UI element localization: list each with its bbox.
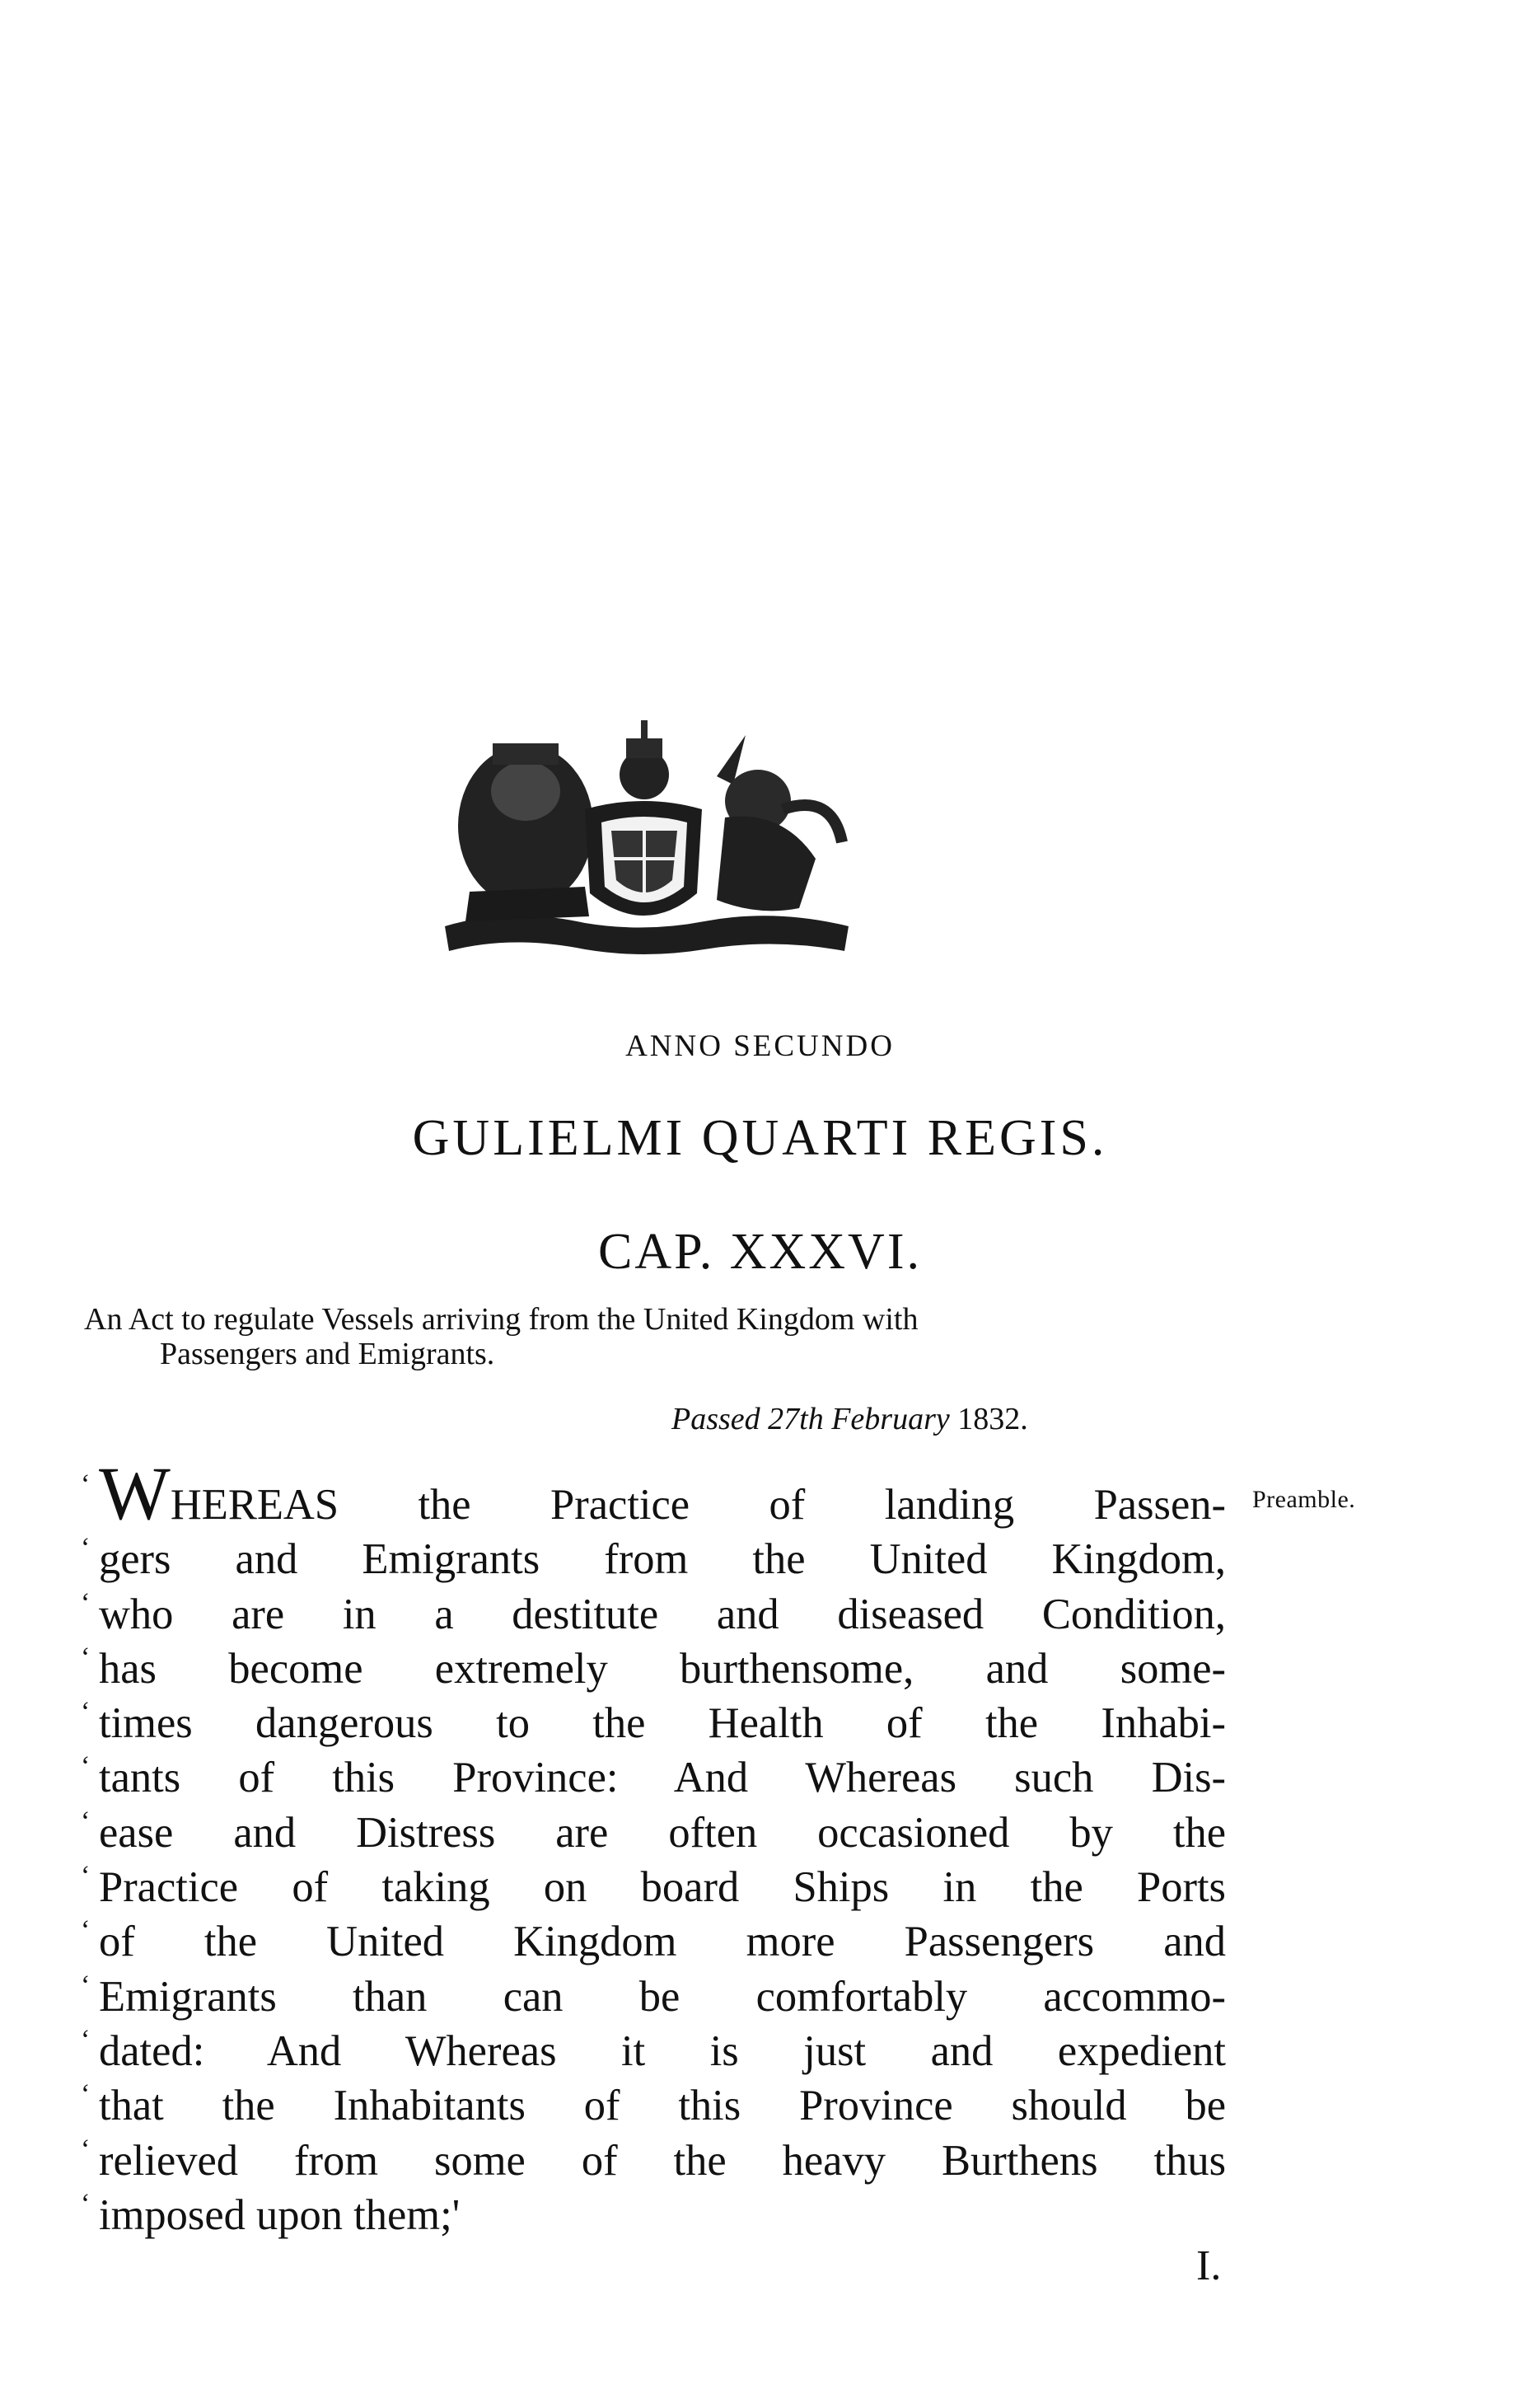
preamble-line: ‘ times dangerous to the Health of the Inhabi- [81,1697,1226,1748]
regis-heading: GULIELMI QUARTI REGIS. [412,1110,1108,1166]
passed-label: Passed 27th February [671,1402,950,1436]
preamble-line: ‘ Emigrants than can be comfortably accommo- [81,1970,1226,2021]
chapter-heading: CAP. XXXVI. [598,1224,922,1280]
act-title [84,1302,1237,1371]
preamble-line-1: ‘ WHEREAS the Practice of landing Passen- [81,1451,1226,1535]
passed-year: 1832. [957,1402,1028,1436]
preamble-line: ‘ has become extremely burthensome, and some- [81,1642,1226,1693]
preamble-line: ‘ ease and Distress are often occasioned by the [81,1806,1226,1857]
act-title-line-2: Passengers and Emigrants. [160,1337,495,1371]
preamble-line: ‘ gers and Emigrants from the United Kingdom, [81,1533,1226,1584]
preamble-line: ‘ Practice of taking on board Ships in the Ports [81,1861,1226,1912]
preamble-line: ‘ relieved from some of the heavy Burthens thus [81,2134,1226,2185]
preamble-line: ‘ imposed upon them;' [81,2188,461,2239]
preamble-line: ‘ who are in a destitute and diseased Condition, [81,1587,1226,1638]
preamble-line: ‘ of the United Kingdom more Passengers and [81,1915,1226,1966]
preamble-line: ‘ dated: And Whereas it is just and expedient [81,2024,1226,2075]
margin-note-preamble: Preamble. [1252,1486,1356,1513]
preamble-line: ‘ tants of this Province: And Whereas such Dis- [81,1751,1226,1802]
catchword: I. [1196,2242,1222,2289]
drop-cap: W [99,1451,171,1535]
preamble-line: ‘ that the Inhabitants of this Province should be [81,2079,1226,2130]
passed-date [671,1401,1028,1437]
preamble-first-line-rest: HEREAS the Practice of landing Passen- [170,1481,1226,1529]
royal-coat-of-arms [420,710,869,972]
act-title-line-1: An Act to regulate Vessels arriving from the United Kingdom with [84,1302,919,1337]
preamble-text [81,1451,1234,2242]
anno-heading: ANNO SECUNDO [625,1029,895,1063]
